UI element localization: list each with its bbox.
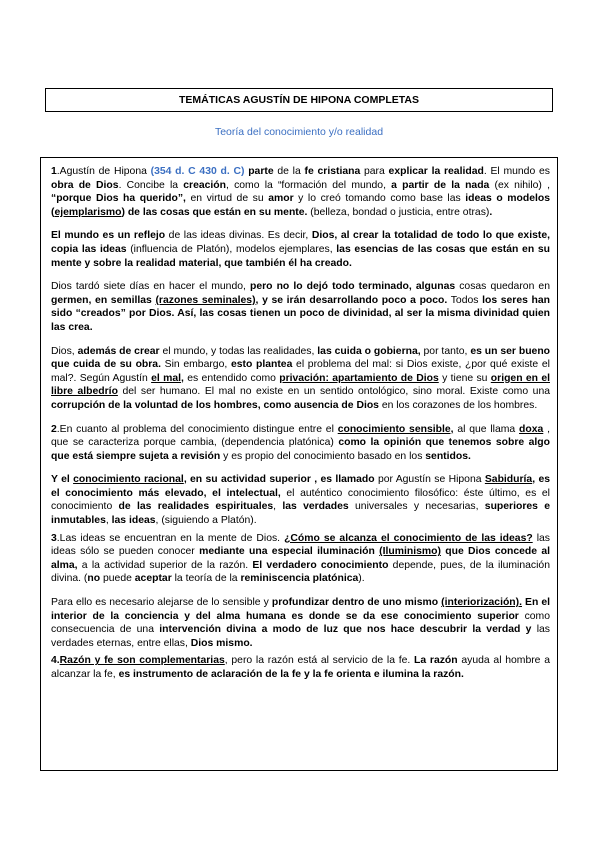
text-run: universales y necesarias, — [348, 501, 485, 513]
title-box — [45, 88, 553, 112]
text-run: , en su actividad superior , es llamado — [183, 474, 375, 486]
text-run: los seres han sido “creados” por Dios. Así, las cosas tienen un poco de divinidad, al ser la misma divinidad quien las crea. — [51, 294, 551, 333]
text-run: Sabiduría — [484, 474, 533, 486]
text-run: origen en el libre albedrío — [51, 372, 550, 398]
text-run: conocimiento racional — [73, 474, 184, 486]
text-run: para — [360, 166, 389, 177]
text-run: las verdades — [282, 501, 349, 513]
text-run: explicar la realidad — [388, 166, 484, 177]
text-run: que Dios concede al alma, — [51, 546, 550, 571]
text-run: ayuda al hombre a alcanzar la fe, — [51, 655, 550, 680]
text-run: de las ideas divinas. Es decir, — [165, 230, 312, 242]
text-run: Dios, al crear la totalidad de todo lo que existe, copia las ideas — [51, 230, 550, 255]
section-subtitle: Teoría del conocimiento y/o realidad — [214, 126, 384, 138]
text-run: amor — [268, 193, 294, 205]
text-run: por tanto, — [420, 345, 471, 357]
text-run: doxa — [519, 423, 544, 435]
text-run: es un ser bueno que cuida de su obra. — [51, 345, 551, 371]
text-run: obra de Dios — [51, 179, 119, 191]
text-run: como consecuencia de una — [51, 610, 550, 636]
text-run: las esencias de las cosas que están en su mente y sobre la realidad material, que también él ha creado. — [51, 243, 550, 269]
text-run: parte — [248, 166, 274, 177]
text-run: de la — [273, 166, 305, 177]
text-run: . Concibe la — [118, 179, 184, 191]
text-run: sentidos. — [425, 450, 471, 462]
text-run: en virtud de su — [185, 193, 269, 205]
paragraph-6 — [51, 473, 550, 527]
text-run: del ser humano. El mal no existe en un sentido ontológico, sino moral. Existe como una — [117, 386, 550, 398]
text-run: depende, pues, de la iluminación divina. ( — [51, 559, 550, 585]
text-run: El verdadero conocimiento — [252, 559, 389, 571]
text-run: superiores e inmutables — [51, 501, 551, 527]
text-run: por Agustín se Hipona — [374, 474, 485, 486]
text-run: Dios tardó siete días en hacer el mundo, — [51, 281, 250, 293]
text-run: aceptar — [134, 573, 172, 585]
text-run: .Las ideas se encuentran en la mente de Dios. — [56, 532, 285, 544]
content-box — [40, 157, 558, 771]
text-run: y tiene su — [438, 372, 491, 384]
text-run: creación — [183, 179, 226, 191]
text-run: . El mundo es — [483, 166, 550, 177]
text-run: , — [105, 515, 112, 527]
text-run: es instrumento de aclaración de la fe y la fe orienta e ilumina la razón. — [118, 669, 464, 680]
text-run: Y el — [51, 474, 74, 486]
text-run: 1 — [51, 166, 57, 177]
text-run: Dios mismo. — [190, 637, 253, 649]
text-run: Dios, — [51, 345, 78, 357]
text-run: privación: apartamiento de Dios — [279, 372, 439, 384]
text-run: “porque Dios ha querido”, — [51, 193, 186, 205]
text-run: reminiscencia platónica — [240, 573, 359, 585]
paragraph-4 — [51, 345, 550, 413]
text-run: y lo creó tomando como base las — [293, 193, 466, 205]
paragraph-7 — [51, 532, 550, 586]
text-run: ). — [358, 573, 365, 585]
text-run: esto plantea — [230, 359, 293, 371]
text-run: a la actividad superior de la razón. — [77, 559, 253, 571]
text-run: Razón y fe son complementarias — [59, 655, 225, 667]
text-run: cosas quedaron en — [455, 281, 550, 293]
paragraph-8 — [51, 596, 550, 650]
text-run: (interiorización). — [441, 597, 522, 609]
text-run: ejemplarismo — [54, 206, 122, 218]
text-run: el problema del mal: si Dios existe, ¿por qué existe el mal?. Según Agustín — [51, 359, 550, 384]
text-run: a partir de la nada — [391, 179, 490, 191]
text-run: el mal, — [151, 372, 184, 384]
text-run: , pero la razón está al servicio de la fe. — [224, 655, 415, 667]
paragraph-1 — [51, 165, 550, 219]
text-run: germen, en semillas — [51, 294, 156, 306]
text-run: no — [87, 573, 101, 585]
text-run: (influencia de Platón), modelos ejemplares, — [126, 243, 337, 255]
text-run: .En cuanto al problema del conocimiento distingue entre el — [56, 423, 338, 435]
text-run: (razones seminales), — [155, 294, 259, 306]
text-run: , que se caracteriza porque cambia, (dependencia platónica) — [51, 423, 550, 449]
text-run: las verdades eternas, entre ellas, — [51, 624, 550, 649]
text-run: 3 — [51, 532, 57, 544]
text-run: (belleza, bondad o justicia, entre otras) — [307, 206, 490, 218]
text-run: y es propio del conocimiento basado en los — [220, 450, 426, 462]
text-run: las ideas — [111, 515, 156, 527]
text-run: ¿Cómo se alcanza el conocimiento de las ideas? — [284, 532, 533, 544]
text-run: las ideas sólo se pueden conocer — [51, 532, 550, 558]
text-run: conocimiento sensible, — [337, 423, 454, 435]
text-run: Para ello es necesario alejarse de lo sensible y — [51, 597, 272, 609]
text-run: 2 — [51, 423, 57, 435]
text-run: corrupción de la voluntad de los hombres, como ausencia de Dios — [51, 399, 379, 411]
text-run: , como la “formación del mundo, — [226, 179, 392, 191]
paragraph-3 — [51, 280, 550, 334]
text-run: intervención divina a modo de luz que nos hace descubrir la verdad y — [159, 624, 532, 636]
text-run: fe cristiana — [304, 166, 361, 177]
paragraph-9 — [51, 654, 550, 681]
text-run: como la opinión que tenemos sobre algo que está siempre sujeta a revisión — [51, 437, 550, 462]
text-run: 4. — [51, 655, 60, 667]
text-run: , — [273, 501, 283, 513]
text-run: mediante una especial iluminación — [199, 546, 380, 558]
text-run: (354 d. C 430 d. C) — [150, 166, 245, 177]
text-run: En el interior de la conciencia y del alma humana es donde se da ese conocimiento superior — [51, 597, 551, 622]
text-run: ) de las cosas que están en su mente. — [121, 206, 308, 218]
text-run: además de crear — [77, 345, 160, 357]
text-run: pero no lo dejó todo terminado, algunas — [249, 281, 456, 293]
text-run: (ex nihilo) , — [489, 179, 550, 191]
paragraph-2 — [51, 229, 550, 270]
text-run: es entendido como — [183, 372, 280, 384]
text-run: (Iluminismo) — [379, 546, 441, 558]
text-run: .Agustín de Hipona — [56, 166, 151, 177]
text-run: El mundo es un reflejo — [51, 230, 166, 242]
text-run: las cuida o gobierna, — [317, 345, 421, 357]
text-run: el auténtico conocimiento filosófico: éste último, es el conocimiento — [51, 487, 550, 513]
text-run: La razón — [414, 655, 458, 667]
text-run: profundizar dentro de uno mismo — [271, 597, 439, 609]
text-run: . — [489, 206, 493, 218]
text-run: de las realidades espirituales — [118, 501, 274, 513]
text-run: Sin embargo, — [160, 359, 231, 371]
text-run: el mundo, y todas las realidades, — [159, 345, 318, 357]
text-run: la teoría de la — [171, 573, 241, 585]
text-run: Todos — [447, 294, 483, 306]
text-run: al que llama — [453, 423, 520, 435]
text-run: ideas o modelos ( — [51, 193, 551, 218]
paragraph-5 — [51, 423, 550, 464]
text-run: , es el conocimiento más elevado, el intelectual, — [51, 474, 550, 499]
page-title: TEMÁTICAS AGUSTÍN DE HIPONA COMPLETAS — [179, 94, 419, 106]
text-run: en los corazones de los hombres. — [378, 399, 538, 411]
text-run: y se irán desarrollando poco a poco. — [258, 294, 448, 306]
text-run: , (siguiendo a Platón). — [155, 515, 257, 527]
text-run: puede — [100, 573, 135, 585]
